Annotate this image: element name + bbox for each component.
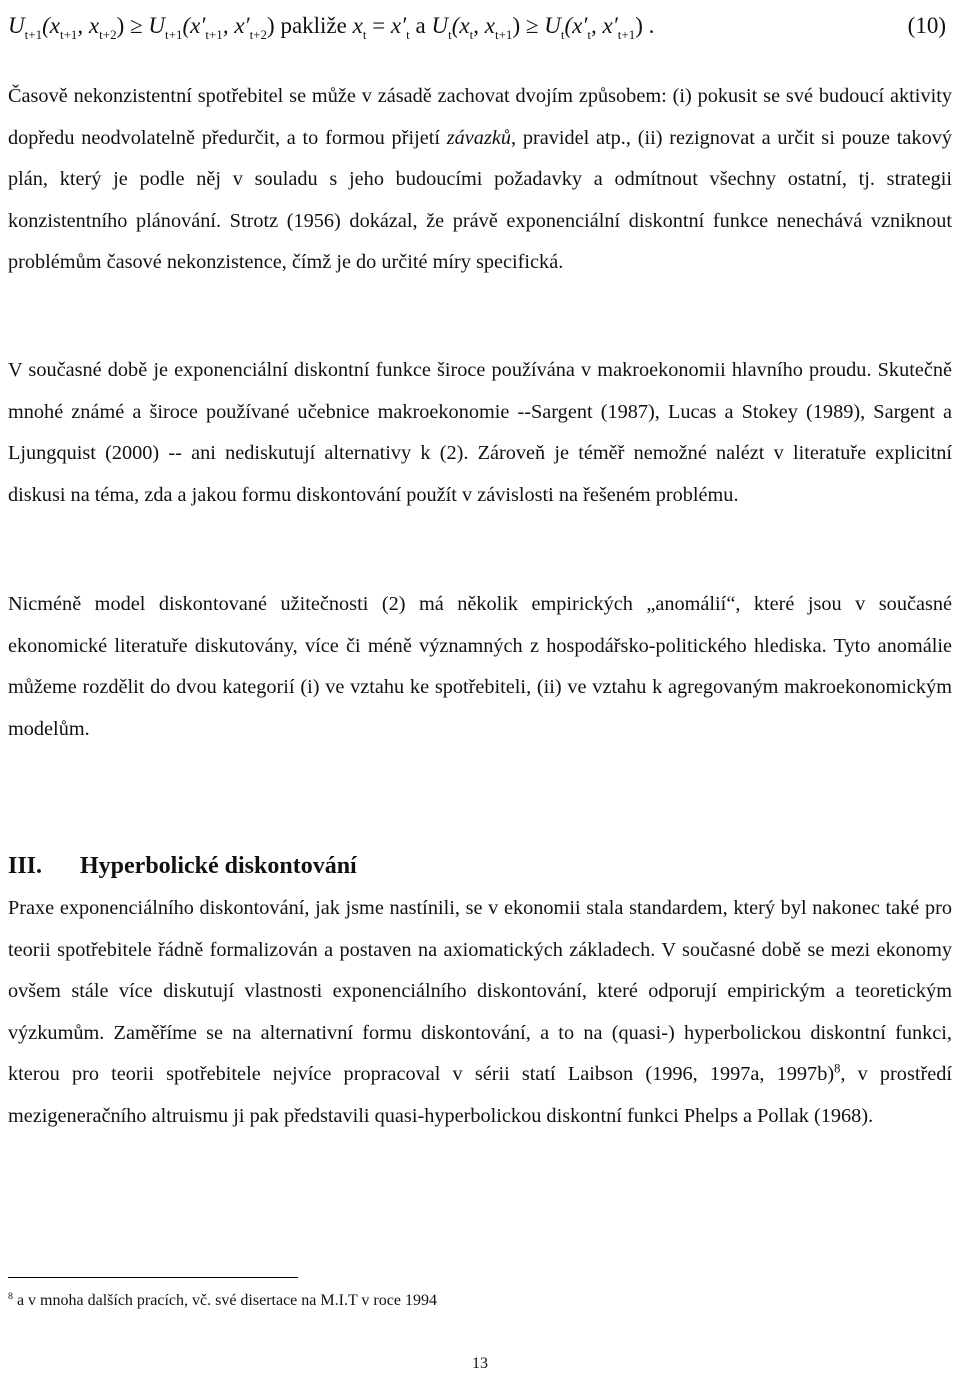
eq-operator: = (372, 13, 386, 38)
eq-word: pakliže (280, 13, 347, 38)
equation-10 (8, 4, 952, 48)
eq-subscript: t (560, 27, 565, 42)
eq-operator: ≥ (525, 13, 539, 38)
section-heading (8, 844, 952, 888)
paragraph-mainstream-macro: V současné době je exponenciální diskontní funkce široce používána v makroekonomii hlavního proudu. Skutečně mnohé známé a široce používané učebnice makroekonomie --Sargent (1987), Lucas a Stokey (1989), Sargent a Ljungquist (2000) -- ani nediskutují alternativy k (2). Zároveň je téměř nemožné nalézt v literatuře explicitní diskusi na téma, zda a jakou formu diskontování použít v závislosti na řešeném problému. (8, 359, 952, 506)
eq-symbol: (x′ (564, 13, 588, 38)
eq-subscript: t+2 (249, 27, 268, 42)
section-title: Hyperbolické diskontování (80, 853, 357, 879)
page-number: 13 (472, 1355, 488, 1372)
eq-symbol: U (431, 13, 449, 38)
eq-subscript: t+1 (617, 27, 636, 42)
eq-symbol: ) (267, 13, 275, 38)
paragraph-time-inconsistency (8, 76, 952, 284)
paragraph-text: , v prostředí mezigeneračního altruismu ji pak představili quasi-hyperbolickou diskontní funkci Phelps a Pollak (1968). (8, 1063, 953, 1127)
eq-word: a (415, 13, 426, 38)
footnote-text: a v mnoha dalších pracích, vč. své disertace na M.I.T v roce 1994 (12, 1292, 437, 1309)
eq-symbol: , x (473, 13, 495, 38)
paragraph-text: Praxe exponenciálního diskontování, jak jsme nastínili, se v ekonomii stala standardem, který byl nakonec také pro teorii spotřebitele řádně formalizován a postaven na axiomatických základech. V současné době se mezi ekonomy ovšem stále více diskutují vlastnosti exponenciálního diskontování, které odporují empirickým a teoretickým výzkumům. Zaměříme se na alternativní formu diskontování, a to na (quasi-) hyperbolickou diskontní funkci, kterou pro teorii spotřebitele nejvíce propracoval v sérii statí Laibson (1996, 1997a, 1997b) (8, 897, 952, 1086)
eq-subscript: t+1 (494, 27, 513, 42)
eq-subscript: t+1 (24, 27, 43, 42)
eq-subscript: t+2 (99, 27, 117, 42)
eq-subscript: t (469, 27, 474, 42)
eq-symbol: ) (116, 13, 125, 38)
eq-subscript: t (406, 27, 410, 42)
paragraph-hyperbolic (8, 888, 952, 1138)
eq-subscript: t (448, 27, 452, 42)
eq-symbol: , x (77, 13, 100, 38)
eq-symbol: ) (512, 13, 521, 38)
eq-symbol: x′ (390, 13, 407, 38)
eq-symbol: U (148, 13, 165, 38)
eq-symbol: ) . (635, 13, 655, 38)
footnote (8, 1284, 952, 1318)
eq-symbol: (x′ (182, 13, 206, 38)
equation-number: (10) (907, 13, 946, 38)
eq-subscript: t (587, 27, 592, 42)
footnote-divider (8, 1277, 298, 1278)
eq-subscript: t+1 (59, 27, 78, 42)
eq-symbol: , x′ (222, 13, 250, 38)
footnote-reference[interactable]: 8 (834, 1061, 841, 1076)
footnote-mark: 8 (8, 1291, 13, 1303)
eq-subscript: t+1 (205, 27, 223, 42)
emphasis-zavazku: závazků (446, 126, 511, 149)
eq-symbol: U (544, 13, 561, 38)
eq-symbol: x (352, 13, 363, 38)
eq-subscript: t+1 (165, 27, 183, 42)
eq-operator: ≥ (130, 13, 143, 38)
eq-symbol: (x (42, 13, 60, 38)
paragraph-text: Časově nekonzistentní spotřebitel se může v zásadě zachovat dvojím způsobem: (i) pokusit se své budoucí aktivity dopředu neodvolatelně předurčit, a to formou přijetí (8, 85, 952, 149)
eq-subscript: t (362, 27, 367, 42)
section-number: III. (8, 853, 43, 879)
paragraph-anomalies: Nicméně model diskontované užitečnosti (2) má několik empirických „anomálií“, které jsou v současné ekonomické literatuře diskutovány, více či méně významných z hospodářsko-politického hlediska. Tyto anomálie můžeme rozdělit do dvou kategorií (i) ve vztahu ke spotřebiteli, (ii) ve vztahu k agregovaným makroekonomickým modelům. (8, 593, 952, 740)
eq-symbol: U (8, 13, 25, 38)
eq-symbol: , x′ (591, 13, 618, 38)
eq-symbol: (x (451, 13, 470, 38)
paragraph-text: , pravidel atp., (ii) rezignovat a určit si pouze takový plán, který je podle něj v souladu s jeho budoucími požadavky a odmítnout všechny ostatní, tj. strategii konzistentního plánování. Strotz (1956) dokázal, že právě exponenciální diskontní funkce nenechává vzniknout problémům časové nekonzistence, čímž je do určité míry specifická. (8, 126, 952, 274)
